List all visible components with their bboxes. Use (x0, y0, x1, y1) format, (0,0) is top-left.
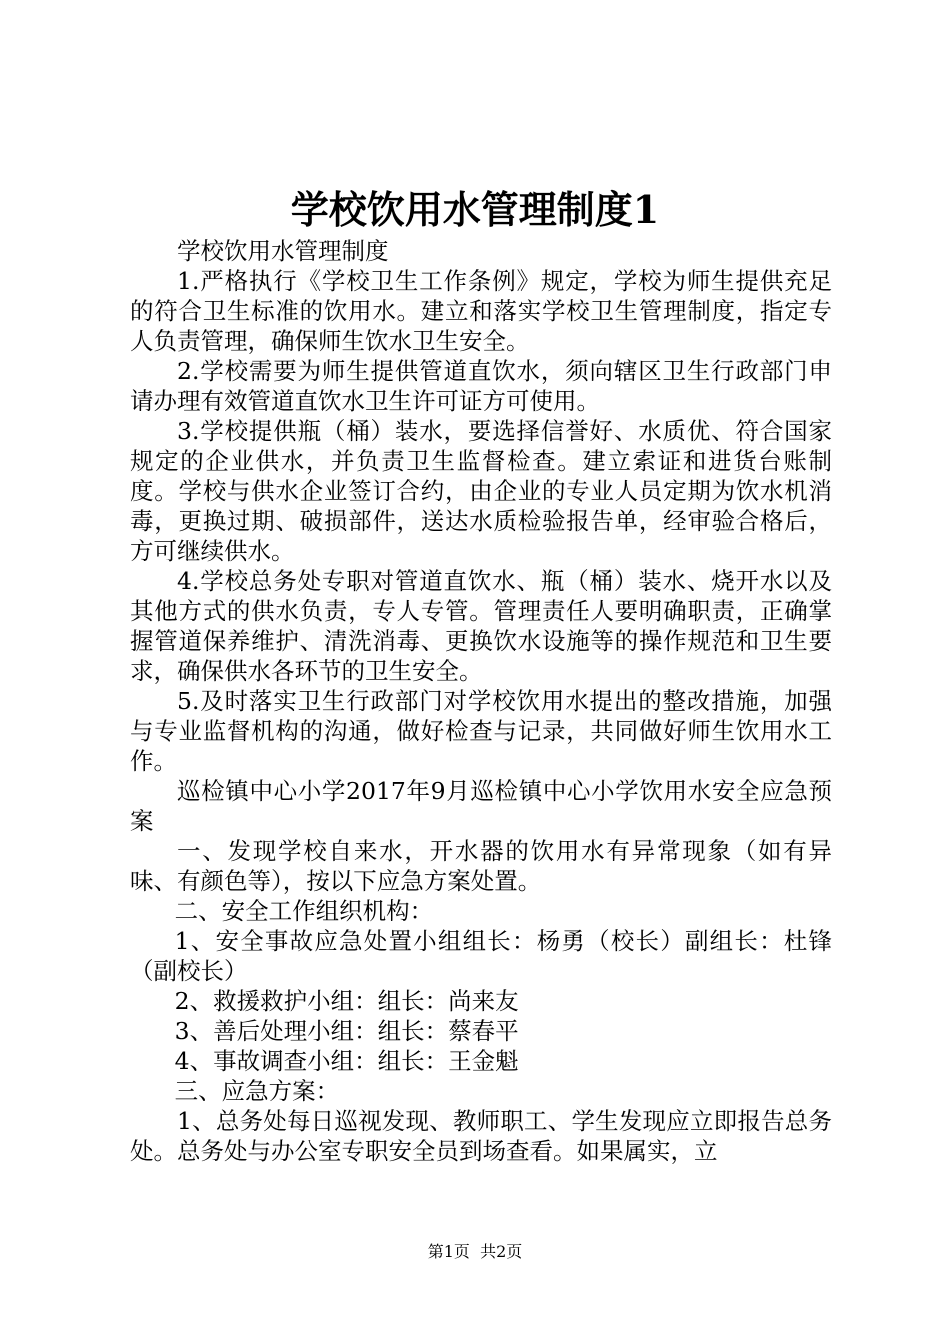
paragraph-rule-2: 2.学校需要为师生提供管道直饮水，须向辖区卫生行政部门申请办理有效管道直饮水卫生许可证方可使用。 (130, 357, 832, 415)
document-title: 学校饮用水管理制度1 (290, 187, 660, 232)
document-body (130, 236, 832, 1166)
paragraph-org-item-1: 1、安全事故应急处置小组组长：杨勇（校长）副组长：杜锋（副校长） (130, 927, 832, 985)
paragraph-rule-4: 4.学校总务处专职对管道直饮水、瓶（桶）装水、烧开水以及其他方式的供水负责，专人专管。管理责任人要明确职责，正确掌握管道保养维护、清洗消毒、更换饮水设施等的操作规范和卫生要求，确保供水各环节的卫生安全。 (130, 567, 832, 685)
paragraph-plan-item-1: 1、总务处每日巡视发现、教师职工、学生发现应立即报告总务处。总务处与办公室专职安全员到场查看。如果属实，立 (130, 1107, 832, 1165)
paragraph-rule-5: 5.及时落实卫生行政部门对学校饮用水提出的整改措施，加强与专业监督机构的沟通，做好检查与记录，共同做好师生饮用水工作。 (130, 687, 832, 775)
paragraph-plan-section-2: 二、安全工作组织机构： (174, 897, 434, 925)
paragraph-plan-section-1: 一、发现学校自来水，开水器的饮用水有异常现象（如有异味、有颜色等），按以下应急方案处置。 (130, 837, 832, 895)
paragraph-org-item-4: 4、事故调查小组：组长：王金魁 (174, 1047, 519, 1075)
paragraph-plan-section-3: 三、应急方案： (174, 1077, 340, 1105)
paragraph-org-item-3: 3、善后处理小组：组长：蔡春平 (174, 1017, 519, 1045)
paragraph-rule-1: 1.严格执行《学校卫生工作条例》规定，学校为师生提供充足的符合卫生标准的饮用水。建立和落实学校卫生管理制度，指定专人负责管理，确保师生饮水卫生安全。 (130, 267, 832, 355)
paragraph-org-item-2: 2、救援救护小组：组长：尚来友 (174, 987, 519, 1015)
page-footer: 第1页 共2页 (427, 1242, 523, 1261)
paragraph-heading: 学校饮用水管理制度 (177, 237, 389, 265)
paragraph-rule-3: 3.学校提供瓶（桶）装水，要选择信誉好、水质优、符合国家规定的企业供水，并负责卫生监督检查。建立索证和进货台账制度。学校与供水企业签订合约，由企业的专业人员定期为饮水机消毒，更换过期、破损部件，送达水质检验报告单，经审验合格后，方可继续供水。 (130, 417, 832, 565)
paragraph-signature-plan-title: 巡检镇中心小学2017年9月巡检镇中心小学饮用水安全应急预案 (130, 777, 832, 835)
